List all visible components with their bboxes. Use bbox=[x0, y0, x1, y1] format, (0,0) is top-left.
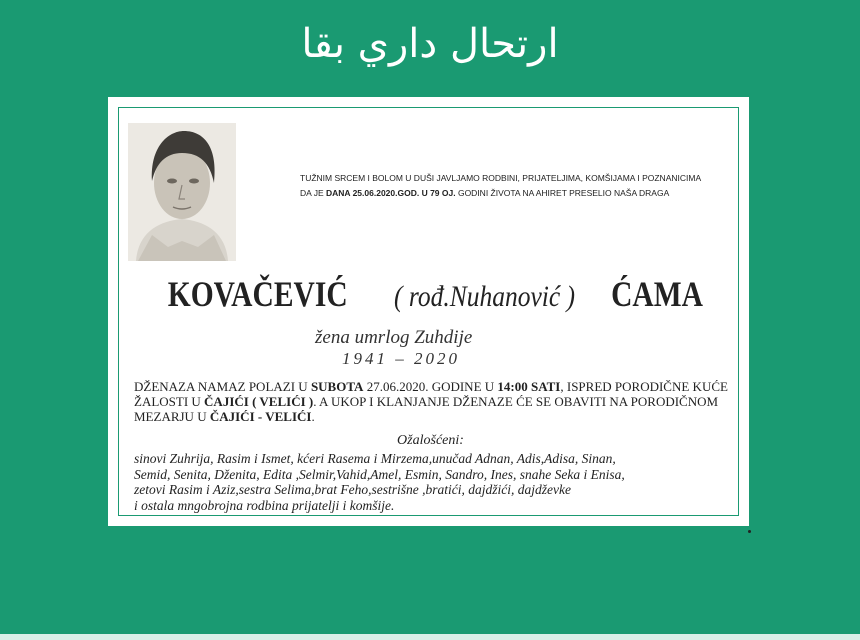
funeral-text-e: . bbox=[311, 409, 315, 424]
deceased-name bbox=[110, 273, 751, 315]
funeral-day: SUBOTA bbox=[310, 379, 364, 394]
funeral-place-home: ČAJIĆI ( VELIĆI ) bbox=[204, 394, 314, 409]
funeral-text-b: 27.06.2020. GODINE U bbox=[363, 379, 498, 394]
funeral-text-a: DŽENAZA NAMAZ POLAZI U bbox=[134, 379, 311, 394]
ink-dot bbox=[748, 530, 751, 533]
relation-subtitle: žena umrlog Zuhdije bbox=[315, 327, 473, 348]
intro-line-1: TUŽNIM SRCEM I BOLOM U DUŠI JAVLJAMO RODBINI, PRIJATELJIMA, KOMŠIJAMA I POZNANICIMA bbox=[300, 173, 702, 183]
surname: KOVAČEVIĆ bbox=[168, 274, 348, 314]
funeral-text-d: . A UKOP I KLANJANJE DŽENAZE ĆE SE OBAVITI NA PORODIČNOM MEZARJU U bbox=[134, 394, 719, 424]
grieving-line: zetovi Rasim i Aziz,sestra Selima,brat Feho,sestrišne ,bratići, dajdžići, dajdževke bbox=[134, 482, 571, 497]
grieving-title: Ožalošćeni: bbox=[397, 433, 464, 448]
first-name: ĆAMA bbox=[610, 274, 703, 314]
death-date: DANA 25.06.2020.GOD. U 79 OJ. bbox=[325, 188, 456, 198]
intro-line-2 bbox=[300, 186, 730, 201]
portrait-photo bbox=[128, 123, 236, 261]
grieving-list bbox=[134, 451, 739, 513]
funeral-announcement bbox=[134, 379, 734, 424]
maiden-name: ( rođ.Nuhanović ) bbox=[393, 280, 575, 313]
scan-edge bbox=[0, 634, 860, 640]
calligraphy-header: ارتحال داري بقا bbox=[301, 21, 559, 67]
intro-suffix: GODINI ŽIVOTA NA AHIRET PRESELIO NAŠA DRAGA bbox=[455, 188, 670, 198]
grieving-line: sinovi Zuhrija, Rasim i Ismet, kćeri Rasema i Mirzema,unučad Adnan, Adis,Adisa, Sinan, bbox=[134, 451, 616, 466]
grieving-line: Semid, Senita, Dženita, Edita ,Selmir,Vahid,Amel, Esmin, Sandro, Ines, snahe Seka i Enisa, bbox=[134, 466, 625, 482]
funeral-time: 14:00 SATI bbox=[497, 379, 561, 394]
grieving-line: i ostala mngobrojna rodbina prijatelji i komšije. bbox=[134, 497, 395, 513]
life-years: 1941 – 2020 bbox=[342, 349, 460, 368]
intro-prefix: DA JE bbox=[300, 188, 326, 198]
obituary-card bbox=[108, 97, 749, 526]
intro-text bbox=[300, 171, 730, 201]
funeral-text-c: , ISPRED PORODIČNE KUĆE ŽALOSTI U bbox=[134, 379, 728, 409]
funeral-place-burial: ČAJIĆI - VELIĆI bbox=[209, 409, 312, 424]
